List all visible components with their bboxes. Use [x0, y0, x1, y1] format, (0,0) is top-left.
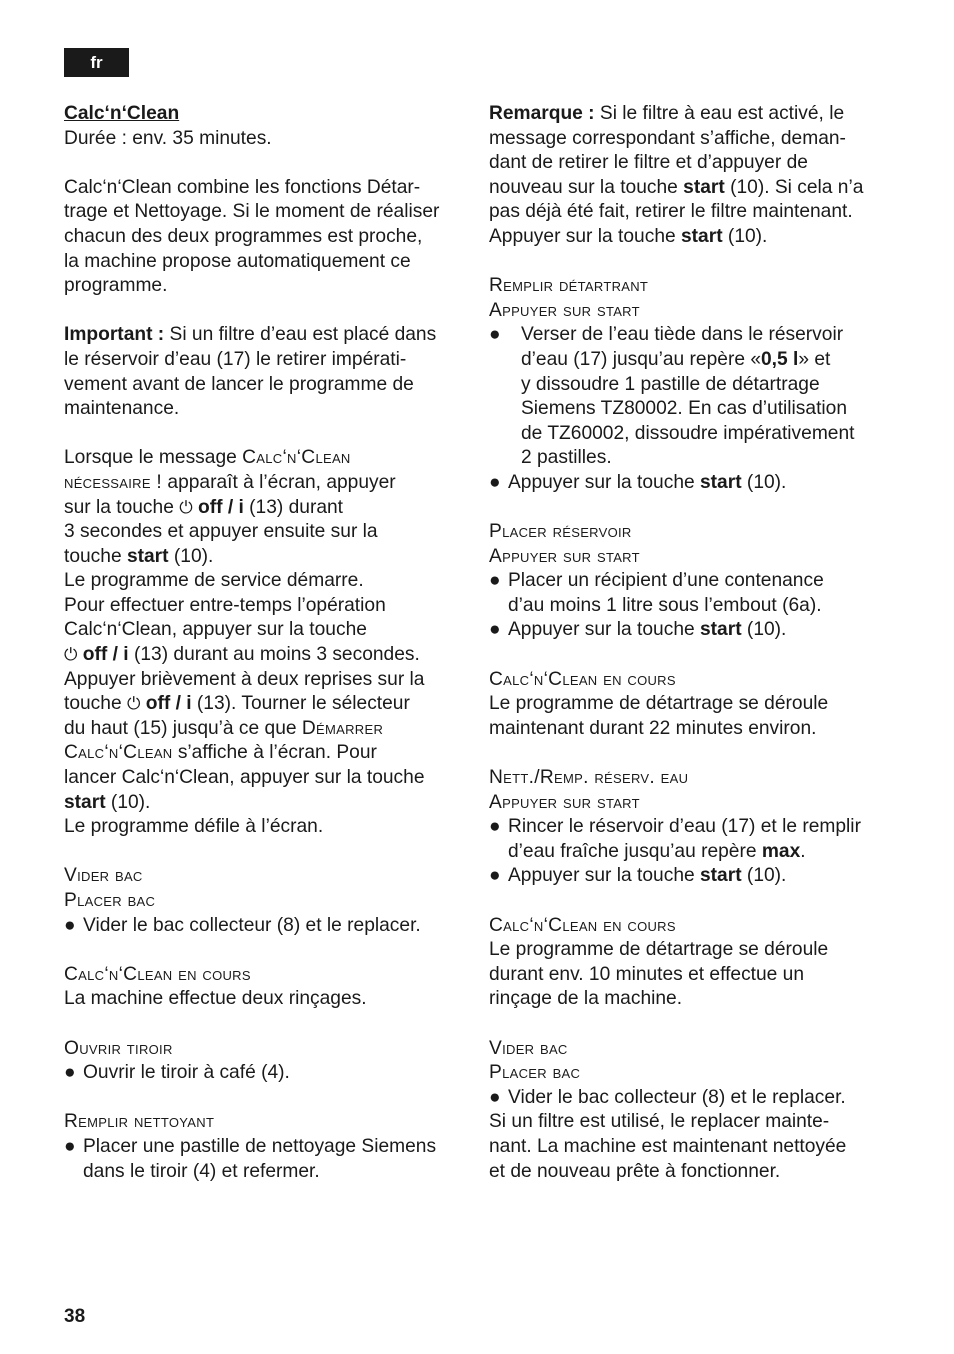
remark-paragraph: Remarque : Si le filtre à eau est activé, le message correspondant s’affiche, deman- dant de retirer le filtre et d’appuyer de nouveau sur la touche start (10). Si cela n’a pas déjà été fait, retirer le filtre maintenant. Appuyer sur la touche start (10).	[489, 103, 864, 247]
bullet: ●	[489, 471, 501, 493]
important-paragraph: Important : Si un filtre d’eau est placé dans le réservoir d’eau (17) le retirer impérati- vement avant de lancer le programme de maintenance.	[64, 324, 437, 420]
section-title: Calc‘n‘Clean	[64, 103, 180, 124]
bullet: ●	[489, 619, 501, 641]
language-label: fr	[90, 52, 103, 72]
step-vider-bac-2: Vider bac Placer bac ● Vider le bac collecteur (8) et le replacer. Si un filtre est utilisé, le replacer mainte- nant. La machine est maintenant nettoyée et de nouveau prête à fonctionner.	[489, 1037, 847, 1182]
step-en-cours-1: Calc‘n‘Clean en cours Le programme de détartrage se déroule maintenant durant 22 minutes environ.	[489, 668, 829, 739]
step-ouvrir-tiroir: Ouvrir tiroir ● Ouvrir le tiroir à café (4).	[64, 1037, 469, 1086]
remark-label: Remarque :	[489, 103, 595, 124]
left-column	[64, 102, 469, 1184]
bullet: ●	[489, 570, 501, 592]
instructions-paragraph: Lorsque le message Calc‘n‘Clean nécessaire ! apparaît à l’écran, appuyer sur la touche ⏻ off / i (13) durant 3 secondes et appuyer ensuite sur la touche start (10). Le programme de service démarre. Pour effectuer entre-temps l’opération Calc‘n‘Clean, appuyer sur la touche ⏻ off / i (13) durant au moins 3 secondes. Appuyer brièvement à deux reprises sur la touche ⏻ off / i (13). Tourner le sélecteur du haut (15) jusqu’à ce que Démarrer Calc‘n‘Clean s’affiche à l’écran. Pour lancer Calc‘n‘Clean, appuyer sur la touche start (10). Le programme défile à l’écran.	[64, 447, 425, 838]
bullet: ●	[489, 324, 501, 346]
important-label: Important :	[64, 324, 165, 346]
language-tab	[64, 48, 129, 77]
intro-paragraph: Calc‘n‘Clean combine les fonctions Détar- trage et Nettoyage. Si le moment de réaliser chacun des deux programmes est proche, la machine propose automatiquement ce programme.	[64, 176, 440, 297]
duration-text: Durée : env. 35 minutes.	[64, 127, 272, 149]
power-icon: ⏻	[179, 497, 193, 517]
step-placer-reservoir: Placer réservoir Appuyer sur start ● Placer un récipient d’une contenance d’au moins 1 litre sous l’embout (6a). ● Appuyer sur la touche start (10).	[489, 520, 891, 643]
bullet: ●	[489, 865, 501, 887]
step-en-cours: Calc‘n‘Clean en cours La machine effectue deux rinçages.	[64, 963, 367, 1010]
bullet: ●	[64, 1135, 76, 1157]
right-column	[489, 102, 891, 1184]
step-remplir-detartrant: Remplir détartrant Appuyer sur start ● Verser de l’eau tiède dans le réservoir d’eau (17) jusqu’au repère «0,5 l» et y dissoudre 1 pastille de détartrage Siemens TZ80002. En cas d’utilisation de TZ60002, dissoudre impérativement 2 pastilles. ● Appuyer sur la touche start (10).	[489, 274, 891, 495]
page-number: 38	[64, 1306, 86, 1327]
bullet: ●	[489, 1086, 501, 1108]
power-icon: ⏻	[126, 694, 141, 714]
step-en-cours-2: Calc‘n‘Clean en cours Le programme de détartrage se déroule durant env. 10 minutes et effectue un rinçage de la machine.	[489, 914, 829, 1010]
off-i-key: off / i	[198, 496, 244, 518]
power-icon: ⏻	[64, 645, 78, 665]
bullet: ●	[64, 914, 76, 936]
display-message: Calc‘n‘Clean	[242, 447, 351, 469]
step-nett-remp: Nett./Remp. réserv. eau Appuyer sur start ● Rincer le réservoir d’eau (17) et le remplir d’eau fraîche jusqu’au repère max. ● Appuyer sur la touche start (10).	[489, 766, 891, 889]
step-remplir-nettoyant: Remplir nettoyant ● Placer une pastille de nettoyage Siemens dans le tiroir (4) et refermer.	[64, 1111, 437, 1182]
step-vider-bac: Vider bac Placer bac ● Vider le bac collecteur (8) et le replacer.	[64, 864, 469, 938]
start-key: start	[126, 545, 169, 567]
bullet: ●	[489, 816, 501, 838]
bullet: ●	[64, 1062, 76, 1084]
